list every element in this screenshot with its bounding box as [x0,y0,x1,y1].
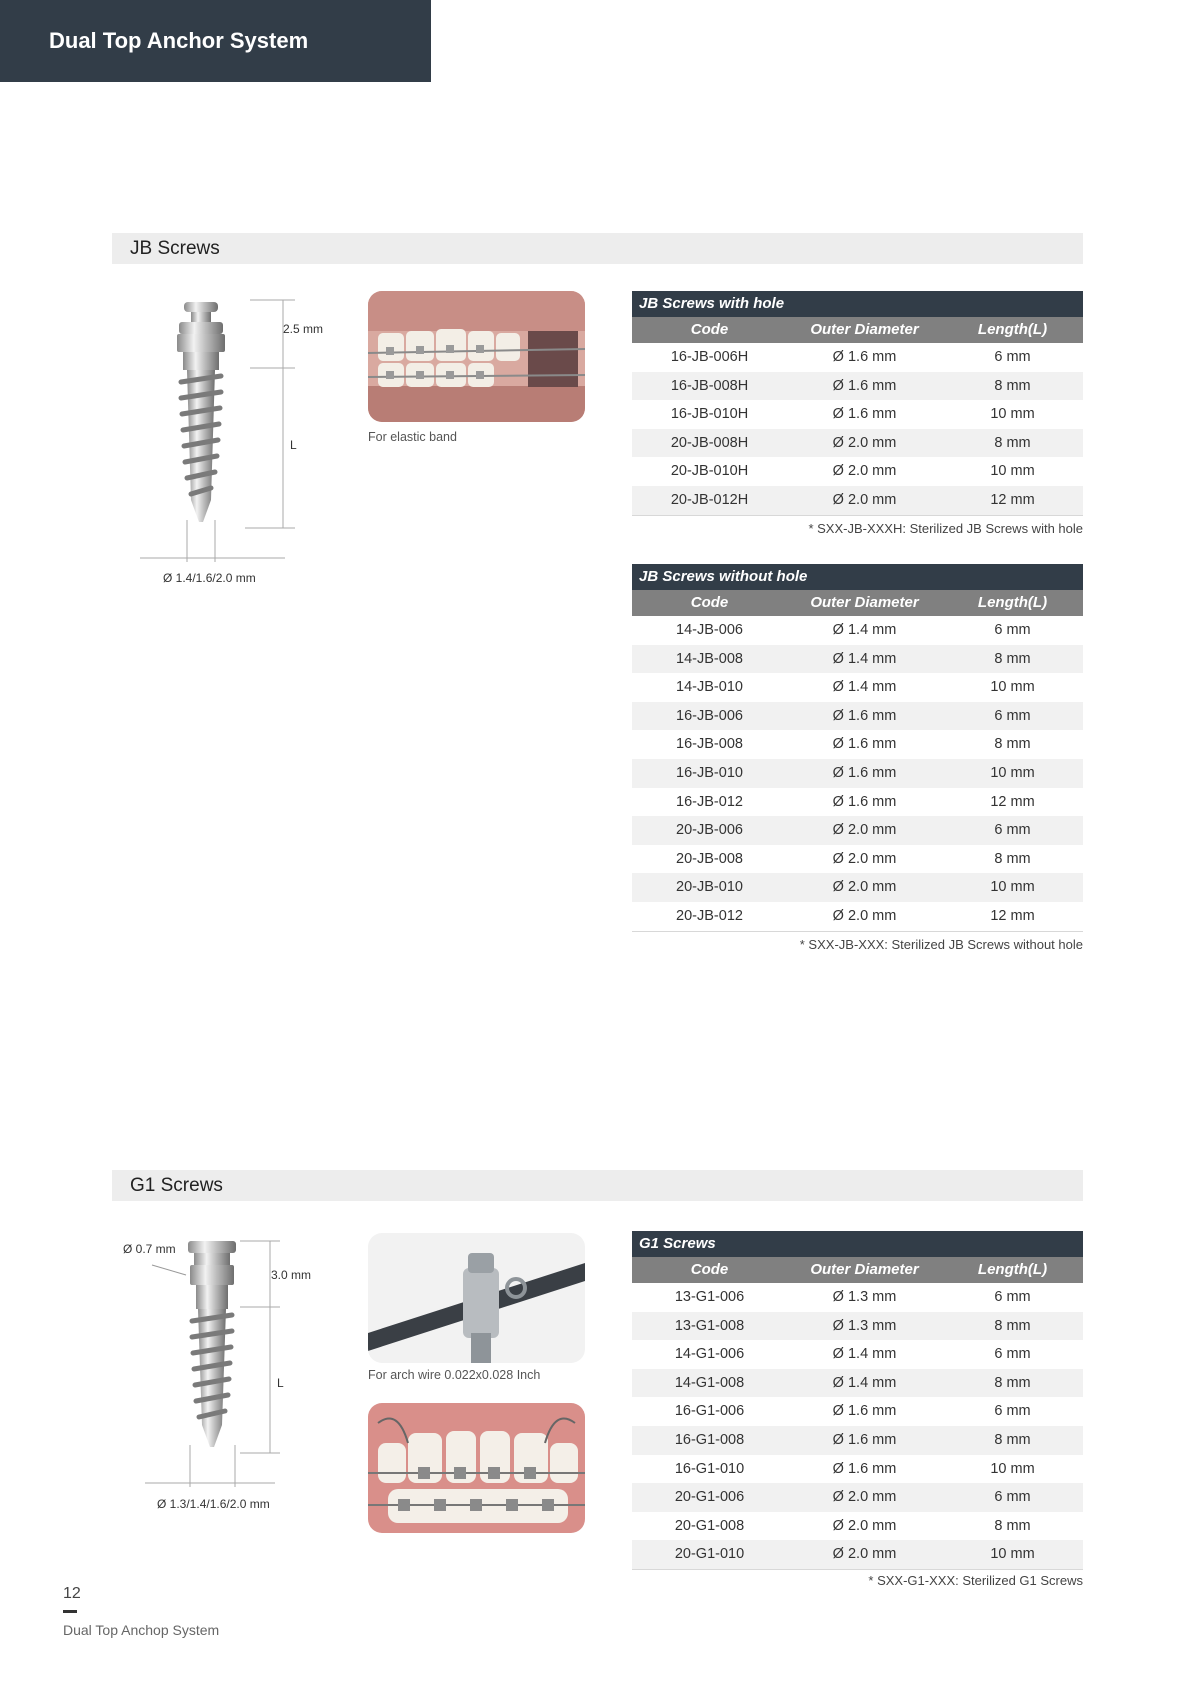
cell-code: 16-JB-012 [676,793,743,810]
table-row [632,1483,1083,1512]
table-row [632,1512,1083,1541]
table-row [632,1283,1083,1312]
table-row [632,1312,1083,1341]
cell-code: 16-G1-006 [674,1403,745,1420]
cell-diameter: Ø 1.6 mm [832,707,897,724]
header-code: Code [690,321,729,338]
cell-diameter: Ø 1.3 mm [832,1289,897,1305]
header-code: Code [690,1261,729,1278]
cell-code: 20-JB-010H [670,463,749,480]
cell-code: 20-G1-006 [674,1489,745,1506]
cell-diameter: Ø 1.4 mm [832,1346,897,1363]
cell-code: 20-G1-008 [674,1517,745,1534]
page-number: 12 [63,1585,81,1602]
jb-elastic-band-photo [368,291,585,422]
table-row [632,816,1083,845]
cell-diameter: Ø 1.6 mm [832,1403,897,1420]
header-length: Length(L) [977,1261,1048,1278]
header-length: Length(L) [977,321,1048,338]
header-bar [0,0,431,82]
cell-length: 6 mm [994,822,1031,839]
table-title: JB Screws with hole [632,291,1083,317]
table-row [632,902,1083,932]
cell-code: 16-JB-010 [676,764,743,781]
cell-code: 20-JB-008H [670,434,749,451]
cell-length: 10 mm [990,879,1035,896]
cell-diameter: Ø 2.0 mm [832,822,897,839]
cell-length: 10 mm [990,463,1035,480]
cell-code: 20-JB-008 [676,850,743,867]
jb-section-title: JB Screws [130,238,220,259]
braces-closeup-image [368,1403,585,1533]
g1-screws-table [632,1231,1083,1570]
cell-diameter: Ø 2.0 mm [832,1489,897,1506]
cell-length: 6 mm [994,1489,1031,1506]
table-row [632,845,1083,874]
cell-length: 8 mm [994,434,1031,451]
cell-diameter: Ø 2.0 mm [832,850,897,867]
cell-code: 20-JB-010 [676,879,743,896]
table-row [632,702,1083,731]
table-row [632,429,1083,458]
g1-table-note: * SXX-G1-XXX: Sterilized G1 Screws [868,1573,1083,1588]
cell-code: 13-G1-006 [674,1289,745,1305]
jb-photo-caption: For elastic band [368,430,457,444]
cell-diameter: Ø 2.0 mm [832,907,897,924]
cell-diameter: Ø 1.4 mm [832,679,897,696]
table-row [632,343,1083,372]
cell-code: 20-G1-010 [674,1546,745,1563]
cell-diameter: Ø 1.6 mm [832,406,897,423]
cell-code: 20-JB-006 [676,822,743,839]
table-row [632,486,1083,516]
table-row [632,400,1083,429]
cell-code: 14-JB-010 [676,679,743,696]
cell-length: 12 mm [990,907,1035,924]
cell-diameter: Ø 1.3 mm [832,1317,897,1334]
cell-diameter: Ø 2.0 mm [832,879,897,896]
cell-length: 10 mm [990,406,1035,423]
cell-diameter: Ø 2.0 mm [832,463,897,480]
g1-photo-caption: For arch wire 0.022x0.028 Inch [368,1368,541,1382]
jb-dim-diameter: Ø 1.4/1.6/2.0 mm [163,571,256,585]
jb-without-hole-note: * SXX-JB-XXX: Sterilized JB Screws without hole [799,937,1083,952]
cell-code: 20-JB-012 [676,907,743,924]
g1-section-header [112,1170,1083,1201]
header-code: Code [690,594,729,611]
table-header-row [632,590,1083,616]
table-row [632,372,1083,401]
cell-length: 6 mm [994,1346,1031,1363]
jb-dim-length: L [290,438,297,452]
cell-length: 8 mm [994,736,1031,753]
arch-wire-render-image [368,1233,585,1363]
jb-with-hole-note: * SXX-JB-XXXH: Sterilized JB Screws with hole [808,521,1083,536]
cell-length: 6 mm [994,622,1031,638]
header-outer-diameter: Outer Diameter [810,594,919,611]
g1-braces-photo [368,1403,585,1533]
cell-code: 16-G1-010 [674,1460,745,1477]
footer-divider [63,1610,77,1613]
cell-diameter: Ø 1.6 mm [832,736,897,753]
table-row [632,1397,1083,1426]
cell-diameter: Ø 1.4 mm [832,650,897,667]
g1-dim-top: 3.0 mm [271,1268,312,1282]
cell-code: 16-JB-008H [670,377,749,394]
table-row [632,788,1083,817]
jb-without-hole-table [632,564,1083,932]
cell-length: 6 mm [994,1403,1031,1420]
cell-code: 14-G1-008 [674,1374,745,1391]
cell-diameter: Ø 1.6 mm [832,1431,897,1448]
g1-dim-diameter: Ø 1.3/1.4/1.6/2.0 mm [157,1497,270,1511]
cell-diameter: Ø 2.0 mm [832,1546,897,1563]
table-header-row [632,317,1083,343]
table-row [632,673,1083,702]
cell-code: 16-JB-006 [676,707,743,724]
g1-section-title: G1 Screws [130,1175,223,1196]
cell-code: 14-JB-006 [676,622,743,638]
cell-diameter: Ø 1.6 mm [832,349,897,365]
cell-diameter: Ø 1.4 mm [832,622,897,638]
jb-dim-top: 2.5 mm [283,322,324,336]
cell-code: 14-JB-008 [676,650,743,667]
jb-with-hole-table [632,291,1083,516]
table-header-row [632,1257,1083,1283]
teeth-with-braces-image [368,291,585,422]
cell-length: 8 mm [994,650,1031,667]
table-row [632,616,1083,645]
cell-code: 16-JB-008 [676,736,743,753]
cell-code: 16-JB-006H [670,349,749,365]
table-row [632,759,1083,788]
cell-diameter: Ø 2.0 mm [832,491,897,508]
cell-length: 12 mm [990,793,1035,810]
table-title: G1 Screws [632,1231,1083,1257]
table-row [632,730,1083,759]
g1-arch-wire-photo [368,1233,585,1363]
footer-text: Dual Top Anchop System [63,1622,220,1638]
cell-length: 6 mm [994,707,1031,724]
cell-diameter: Ø 1.6 mm [832,764,897,781]
g1-dim-length: L [277,1376,284,1390]
cell-length: 8 mm [994,1517,1031,1534]
table-row [632,1340,1083,1369]
header-outer-diameter: Outer Diameter [810,321,919,338]
table-row [632,1540,1083,1570]
cell-diameter: Ø 1.4 mm [832,1374,897,1391]
cell-length: 10 mm [990,1460,1035,1477]
table-row [632,1369,1083,1398]
header-length: Length(L) [977,594,1048,611]
cell-length: 10 mm [990,1546,1035,1563]
cell-code: 14-G1-006 [674,1346,745,1363]
cell-length: 6 mm [994,1289,1031,1305]
cell-diameter: Ø 1.6 mm [832,1460,897,1477]
table-row [632,873,1083,902]
document-title: Dual Top Anchor System [49,28,309,53]
cell-length: 12 mm [990,491,1035,508]
cell-diameter: Ø 1.6 mm [832,377,897,394]
cell-length: 8 mm [994,1431,1031,1448]
g1-dim-head: Ø 0.7 mm [123,1242,176,1256]
cell-code: 13-G1-008 [674,1317,745,1334]
table-row [632,1426,1083,1455]
cell-length: 8 mm [994,377,1031,394]
table-row [632,1455,1083,1484]
cell-diameter: Ø 1.6 mm [832,793,897,810]
table-row [632,457,1083,486]
cell-code: 20-JB-012H [670,491,749,508]
cell-diameter: Ø 2.0 mm [832,434,897,451]
cell-length: 10 mm [990,764,1035,781]
cell-length: 8 mm [994,1374,1031,1391]
cell-length: 6 mm [994,349,1031,365]
cell-length: 8 mm [994,850,1031,867]
cell-length: 8 mm [994,1317,1031,1334]
cell-length: 10 mm [990,679,1035,696]
cell-code: 16-JB-010H [670,406,749,423]
table-row [632,645,1083,674]
jb-section-header [112,233,1083,264]
cell-code: 16-G1-008 [674,1431,745,1448]
table-title: JB Screws without hole [632,564,1083,590]
header-outer-diameter: Outer Diameter [810,1261,919,1278]
cell-diameter: Ø 2.0 mm [832,1517,897,1534]
